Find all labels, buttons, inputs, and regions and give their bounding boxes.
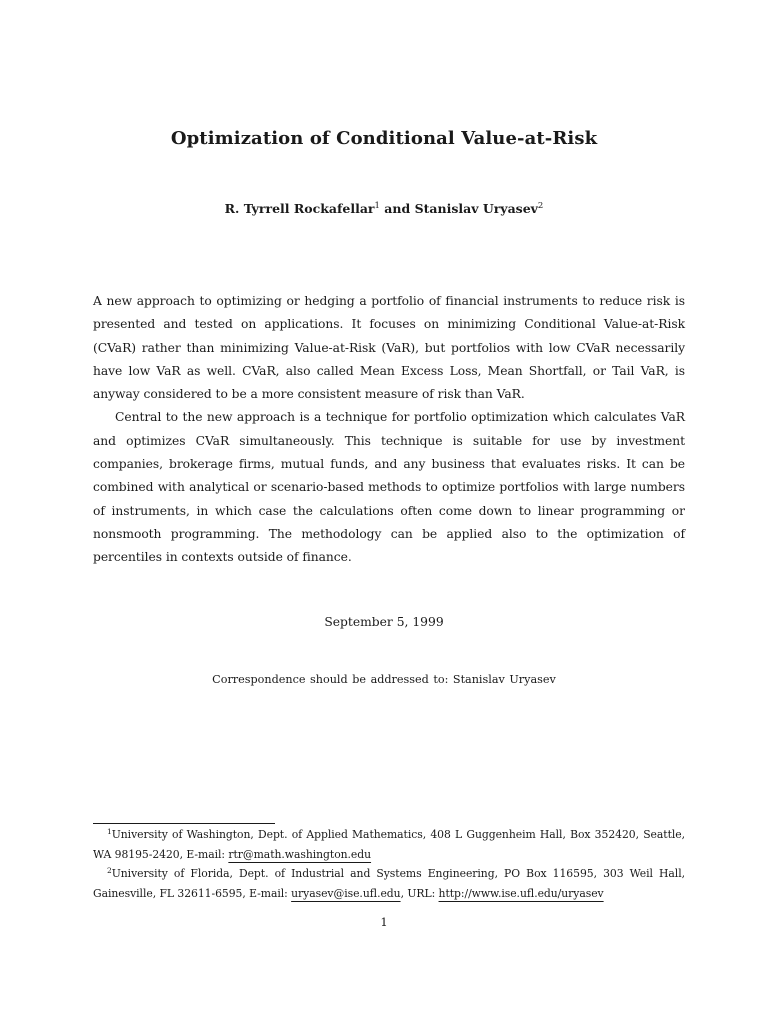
author-uryasev: Stanislav Uryasev [414, 201, 538, 216]
footnote-2-mark: 2 [107, 866, 112, 875]
abstract [93, 290, 685, 570]
footnote-mark-1: 1 [374, 201, 380, 211]
author-line [0, 201, 768, 216]
footnote-1-email-link[interactable]: rtr@math.washington.edu [228, 847, 372, 861]
footnote-1-mark: 1 [107, 827, 112, 836]
paper-title: Optimization of Conditional Value-at-Risk [170, 128, 598, 149]
page-number: 1 [380, 915, 388, 929]
footnote-1 [93, 825, 685, 864]
correspondence-note: Correspondence should be addressed to: Stanislav Uryasev [212, 673, 556, 686]
footnote-mark-2: 2 [537, 201, 544, 211]
footnote-2-url-link[interactable]: http://www.ise.ufl.edu/uryasev [438, 886, 604, 900]
footnote-1-text: University of Washington, Dept. of Applied Mathematics, 408 L Guggenheim Hall, Box 352420, Seattle, WA 98195-2420, E-mail: [93, 828, 685, 861]
footnotes [93, 825, 685, 903]
footnote-2 [93, 864, 685, 903]
footnote-2-text: University of Florida, Dept. of Industrial and Systems Engineering, PO Box 116595, 303 Weil Hall, Gainesville, FL 32611-6595, E-mail: [93, 867, 685, 900]
paper-date: September 5, 1999 [324, 615, 444, 629]
abstract-paragraph-1: A new approach to optimizing or hedging a portfolio of financial instruments to reduce risk is presented and tested on applications. It focuses on minimizing Conditional Value-at-Risk (CVaR) rather than minimizing Value-at-Risk (VaR), but portfolios with low CVaR necessarily have low VaR as well. CVaR, also called Mean Excess Loss, Mean Shortfall, or Tail VaR, is anyway considered to be a more consistent measure of risk than VaR. [93, 294, 685, 402]
author-connector: and [379, 201, 415, 216]
footnote-divider [93, 823, 275, 824]
footnote-2-url-prefix: , URL: [400, 886, 439, 900]
abstract-paragraph-2: Central to the new approach is a technique for portfolio optimization which calculates VaR and optimizes CVaR simultaneously. This technique is suitable for use by investment companies, brokerage firms, mutual funds, and any business that evaluates risks. It can be combined with analytical or scenario-based methods to optimize portfolios with large numbers of instruments, in which case the calculations often come down to linear programming or nonsmooth programming. The methodology can be applied also to the optimization of percentiles in contexts outside of finance. [93, 410, 685, 565]
author-rockafellar: R. Tyrrell Rockafellar [224, 201, 375, 216]
footnote-2-email-link[interactable]: uryasev@ise.ufl.edu [291, 886, 401, 900]
